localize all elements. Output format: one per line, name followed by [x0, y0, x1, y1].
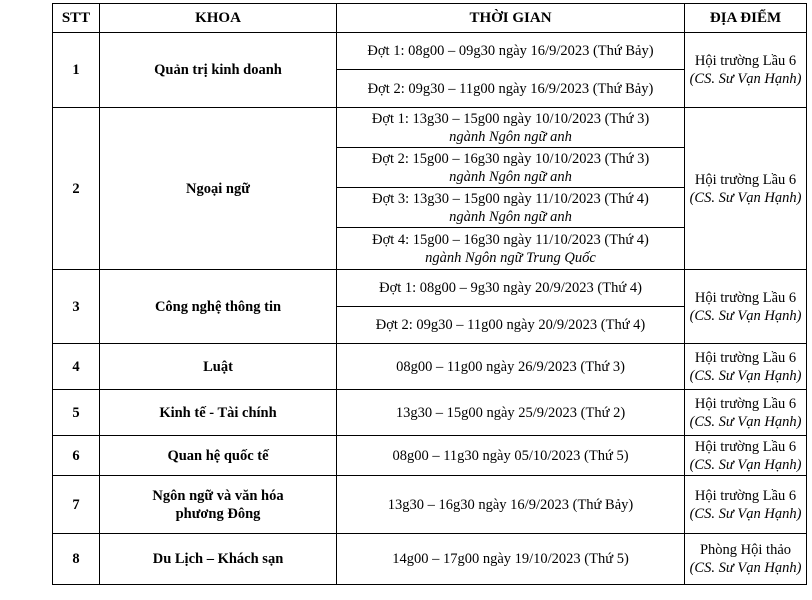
location-name: Hội trường Lầu 6	[694, 395, 797, 412]
time-text: Đợt 1: 13g30 – 15g00 ngày 10/10/2023 (Thứ 3)	[371, 110, 650, 127]
stt-cell: 3	[53, 270, 100, 344]
time-text: Đợt 2: 15g00 – 16g30 ngày 10/10/2023 (Thứ 3)	[371, 150, 650, 167]
header-row	[53, 4, 807, 33]
location-name: Hội trường Lầu 6	[694, 171, 797, 188]
major-note: ngành Ngôn ngữ anh	[449, 208, 572, 225]
location-name: Hội trường Lầu 6	[694, 349, 797, 366]
time-cell	[337, 390, 685, 436]
time-text: Đợt 1: 08g00 – 09g30 ngày 16/9/2023 (Thứ Bảy)	[367, 43, 654, 59]
schedule-table	[52, 3, 807, 585]
stt-cell: 1	[53, 33, 100, 108]
khoa-cell: Quản trị kinh doanh	[100, 33, 337, 108]
location-name: Hội trường Lầu 6	[694, 438, 797, 455]
major-note: ngành Ngôn ngữ Trung Quốc	[425, 249, 596, 266]
header-dia-diem: ĐỊA ĐIỂM	[685, 4, 807, 33]
time-cell	[337, 476, 685, 534]
table-row	[53, 108, 807, 148]
time-cell	[337, 148, 685, 188]
table-row	[53, 344, 807, 390]
khoa-cell: Du Lịch – Khách sạn	[100, 534, 337, 585]
time-text: 13g30 – 16g30 ngày 16/9/2023 (Thứ Bảy)	[387, 496, 634, 513]
location-name: Hội trường Lầu 6	[694, 487, 797, 504]
time-cell	[337, 534, 685, 585]
time-text: 08g00 – 11g00 ngày 26/9/2023 (Thứ 3)	[396, 358, 625, 375]
location-cell	[685, 33, 807, 108]
stt-cell: 4	[53, 344, 100, 390]
khoa-cell: Quan hệ quốc tế	[100, 436, 337, 476]
stt-cell: 7	[53, 476, 100, 534]
time-text: 14g00 – 17g00 ngày 19/10/2023 (Thứ 5)	[392, 551, 629, 567]
location-cell	[685, 436, 807, 476]
stt-cell: 8	[53, 534, 100, 585]
khoa-cell: Luật	[100, 344, 337, 390]
campus-name: (CS. Sư Vạn Hạnh)	[689, 71, 802, 87]
time-text: Đợt 4: 15g00 – 16g30 ngày 11/10/2023 (Thứ 4)	[372, 231, 649, 248]
stt-cell: 6	[53, 436, 100, 476]
campus-name: (CS. Sư Vạn Hạnh)	[689, 413, 802, 430]
table-row	[53, 436, 807, 476]
time-text: Đợt 2: 09g30 – 11g00 ngày 20/9/2023 (Thứ 4)	[375, 317, 646, 333]
time-cell	[337, 188, 685, 228]
time-cell	[337, 33, 685, 70]
time-cell	[337, 270, 685, 307]
location-cell	[685, 270, 807, 344]
location-name: Hội trường Lầu 6	[694, 53, 797, 69]
time-text: 13g30 – 15g00 ngày 25/9/2023 (Thứ 2)	[395, 404, 626, 421]
campus-name: (CS. Sư Vạn Hạnh)	[689, 505, 802, 522]
location-cell	[685, 390, 807, 436]
time-text: Đợt 2: 09g30 – 11g00 ngày 16/9/2023 (Thứ Bảy)	[367, 80, 654, 97]
khoa-cell: Công nghệ thông tin	[100, 270, 337, 344]
location-name: Phòng Hội thảo	[699, 542, 792, 558]
schedule-body	[53, 33, 807, 585]
time-cell	[337, 228, 685, 270]
location-cell	[685, 476, 807, 534]
khoa-cell: Ngoại ngữ	[100, 108, 337, 270]
campus-name: (CS. Sư Vạn Hạnh)	[689, 456, 802, 473]
campus-name: (CS. Sư Vạn Hạnh)	[689, 189, 802, 206]
header-stt: STT	[53, 4, 100, 33]
location-cell	[685, 344, 807, 390]
time-text: Đợt 1: 08g00 – 9g30 ngày 20/9/2023 (Thứ 4)	[379, 280, 642, 296]
campus-name: (CS. Sư Vạn Hạnh)	[689, 367, 802, 384]
campus-name: (CS. Sư Vạn Hạnh)	[689, 307, 802, 324]
time-cell	[337, 70, 685, 108]
table-row	[53, 476, 807, 534]
time-text: Đợt 3: 13g30 – 15g00 ngày 11/10/2023 (Thứ 4)	[372, 190, 649, 207]
time-cell	[337, 436, 685, 476]
table-row	[53, 390, 807, 436]
time-cell	[337, 108, 685, 148]
table-row	[53, 270, 807, 307]
major-note: ngành Ngôn ngữ anh	[449, 128, 572, 145]
time-cell	[337, 307, 685, 344]
stt-cell: 5	[53, 390, 100, 436]
table-row	[53, 33, 807, 70]
time-text: 08g00 – 11g30 ngày 05/10/2023 (Thứ 5)	[392, 447, 629, 464]
table-row	[53, 534, 807, 585]
khoa-cell: Ngôn ngữ và văn hóa phương Đông	[100, 476, 337, 534]
location-cell	[685, 108, 807, 270]
stt-cell: 2	[53, 108, 100, 270]
header-thoi-gian: THỜI GIAN	[337, 4, 685, 33]
location-cell	[685, 534, 807, 585]
khoa-cell: Kinh tế - Tài chính	[100, 390, 337, 436]
time-cell	[337, 344, 685, 390]
campus-name: (CS. Sư Vạn Hạnh)	[689, 560, 802, 576]
location-name: Hội trường Lầu 6	[694, 289, 797, 306]
major-note: ngành Ngôn ngữ anh	[449, 168, 572, 185]
header-khoa: KHOA	[100, 4, 337, 33]
